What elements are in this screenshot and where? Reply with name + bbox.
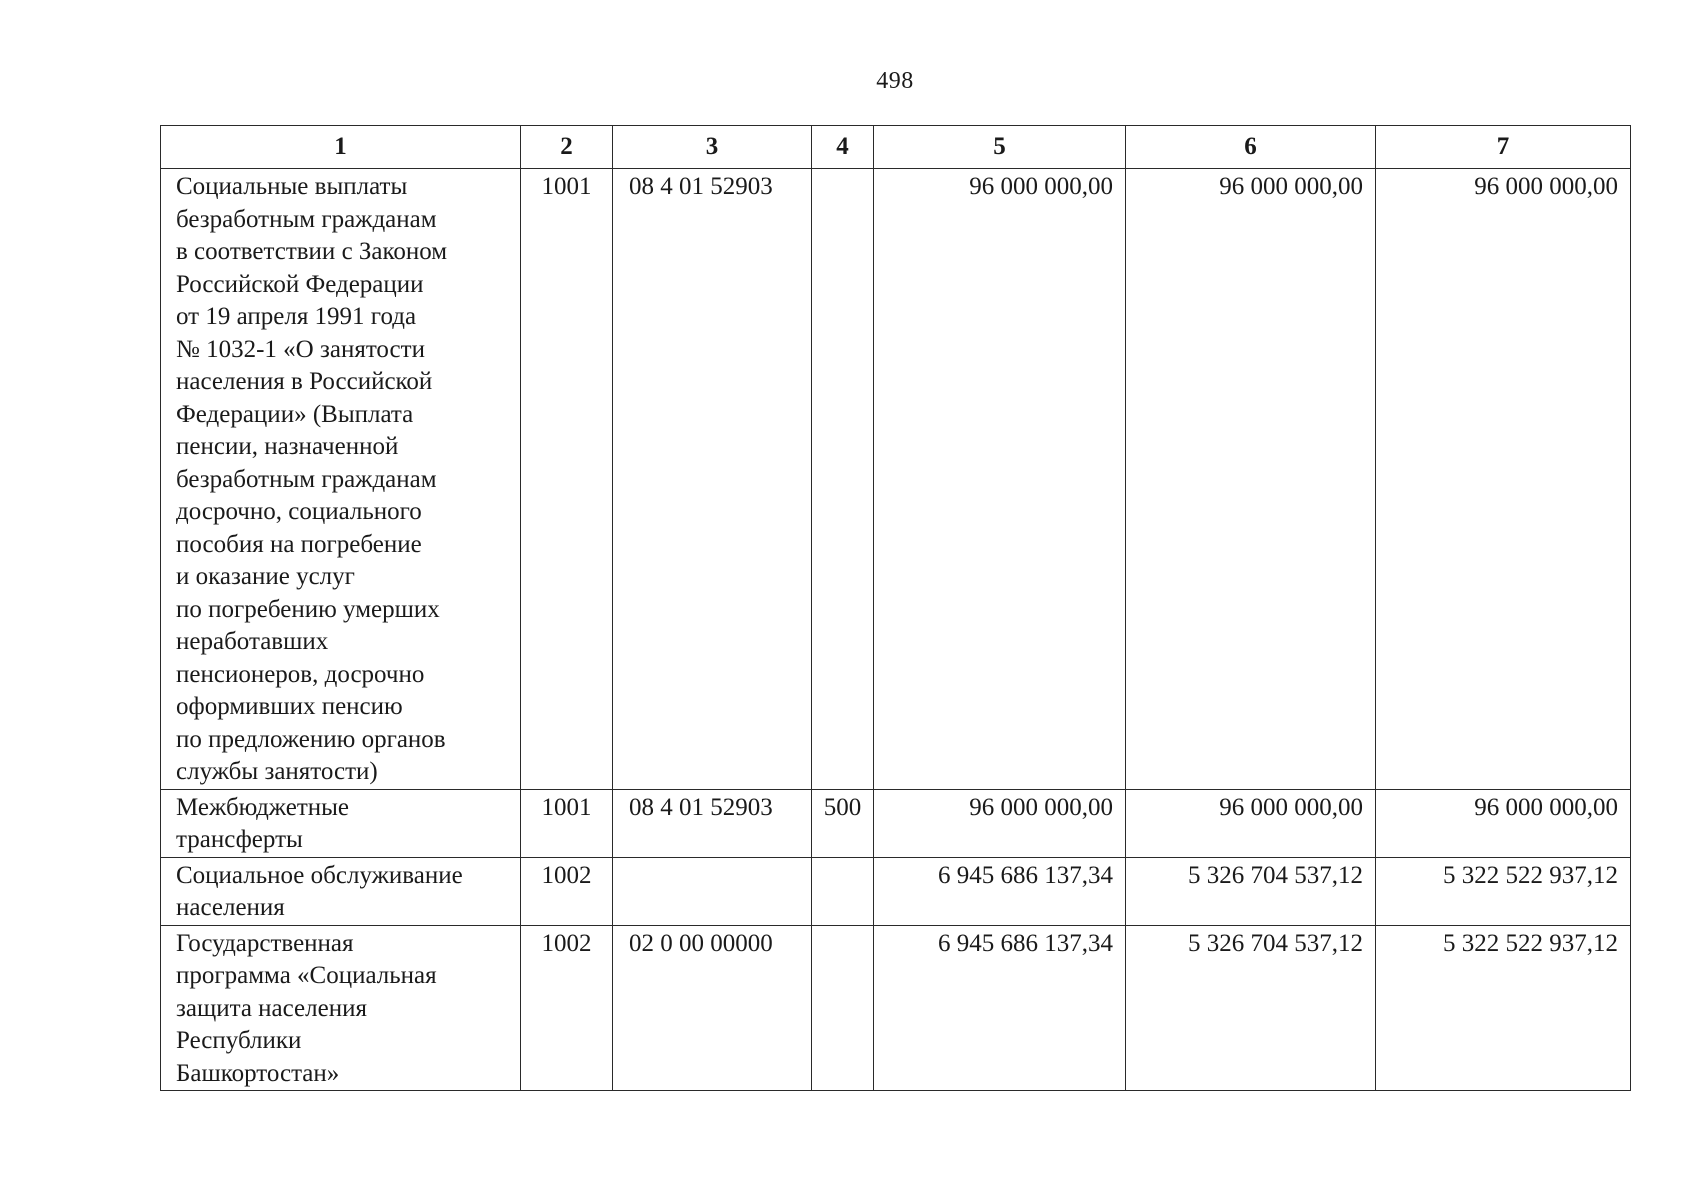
row-name-line: № 1032-1 «О занятости bbox=[176, 335, 425, 363]
row-name-line: Социальные выплаты bbox=[176, 173, 408, 200]
row-name-line: Республики bbox=[176, 1027, 302, 1054]
row-amount-col7: 96 000 000,00 bbox=[1376, 169, 1631, 790]
row-name-line: в соответствии с Законом bbox=[176, 238, 448, 265]
row-name-line: по предложению органов bbox=[176, 725, 446, 753]
row-name-line: Социальное обслуживание bbox=[176, 861, 463, 889]
row-amount-col6: 96 000 000,00 bbox=[1126, 789, 1376, 857]
row-target-code: 08 4 01 52903 bbox=[613, 789, 812, 857]
header-col-4: 4 bbox=[812, 126, 874, 169]
table-row bbox=[161, 789, 1631, 857]
row-name-line: оформивших пенсию bbox=[176, 693, 403, 720]
row-amount-col5: 96 000 000,00 bbox=[874, 169, 1126, 790]
row-name-line: службы занятости) bbox=[176, 758, 378, 785]
row-name-line: от 19 апреля 1991 года bbox=[176, 303, 417, 330]
row-name-line: неработавших bbox=[176, 628, 329, 655]
header-col-1: 1 bbox=[161, 126, 521, 169]
row-name bbox=[161, 857, 521, 925]
row-name bbox=[161, 925, 521, 1091]
row-name-line: пенсионеров, досрочно bbox=[176, 660, 425, 688]
row-amount-col6: 5 326 704 537,12 bbox=[1126, 925, 1376, 1091]
header-col-3: 3 bbox=[613, 126, 812, 169]
row-amount-col7: 96 000 000,00 bbox=[1376, 789, 1631, 857]
row-amount-col7: 5 322 522 937,12 bbox=[1376, 925, 1631, 1091]
row-name-line: по погребению умерших bbox=[176, 595, 440, 623]
row-name-line: Российской Федерации bbox=[176, 270, 424, 298]
table-row bbox=[161, 925, 1631, 1091]
row-name-line: Межбюджетные bbox=[176, 793, 350, 821]
table-row bbox=[161, 857, 1631, 925]
row-name-line: населения в Российской bbox=[176, 368, 433, 395]
row-section: 1002 bbox=[521, 925, 613, 1091]
row-name-line: Башкортостан» bbox=[176, 1059, 340, 1087]
row-target-code: 02 0 00 00000 bbox=[613, 925, 812, 1091]
row-name-line: безработным гражданам bbox=[176, 465, 437, 493]
row-name-line: пенсии, назначенной bbox=[176, 433, 399, 460]
row-name-line: населения bbox=[176, 894, 285, 921]
row-expense-type bbox=[812, 169, 874, 790]
header-col-5: 5 bbox=[874, 126, 1126, 169]
header-col-7: 7 bbox=[1376, 126, 1631, 169]
row-section: 1001 bbox=[521, 789, 613, 857]
row-name-line: Государственная bbox=[176, 929, 354, 957]
row-name-line: Федерации» (Выплата bbox=[176, 400, 414, 428]
header-col-6: 6 bbox=[1126, 126, 1376, 169]
row-section: 1002 bbox=[521, 857, 613, 925]
row-name-line: досрочно, социального bbox=[176, 498, 422, 525]
row-amount-col5: 96 000 000,00 bbox=[874, 789, 1126, 857]
row-name bbox=[161, 789, 521, 857]
page-number: 498 bbox=[876, 68, 914, 94]
row-name-line: защита населения bbox=[176, 994, 367, 1022]
row-name-line: безработным гражданам bbox=[176, 205, 437, 233]
row-name-line: трансферты bbox=[176, 826, 303, 853]
header-col-2: 2 bbox=[521, 126, 613, 169]
row-amount-col6: 96 000 000,00 bbox=[1126, 169, 1376, 790]
row-expense-type bbox=[812, 857, 874, 925]
table-row bbox=[161, 169, 1631, 790]
row-target-code bbox=[613, 857, 812, 925]
row-name-line: и оказание услуг bbox=[176, 563, 355, 590]
row-name-line: пособия на погребение bbox=[176, 530, 422, 558]
budget-table bbox=[160, 125, 1631, 1091]
row-amount-col5: 6 945 686 137,34 bbox=[874, 857, 1126, 925]
header-row bbox=[161, 126, 1631, 169]
row-amount-col7: 5 322 522 937,12 bbox=[1376, 857, 1631, 925]
row-expense-type bbox=[812, 925, 874, 1091]
row-amount-col5: 6 945 686 137,34 bbox=[874, 925, 1126, 1091]
row-expense-type: 500 bbox=[812, 789, 874, 857]
row-name-line: программа «Социальная bbox=[176, 962, 437, 989]
row-section: 1001 bbox=[521, 169, 613, 790]
row-target-code: 08 4 01 52903 bbox=[613, 169, 812, 790]
row-name bbox=[161, 169, 521, 790]
row-amount-col6: 5 326 704 537,12 bbox=[1126, 857, 1376, 925]
